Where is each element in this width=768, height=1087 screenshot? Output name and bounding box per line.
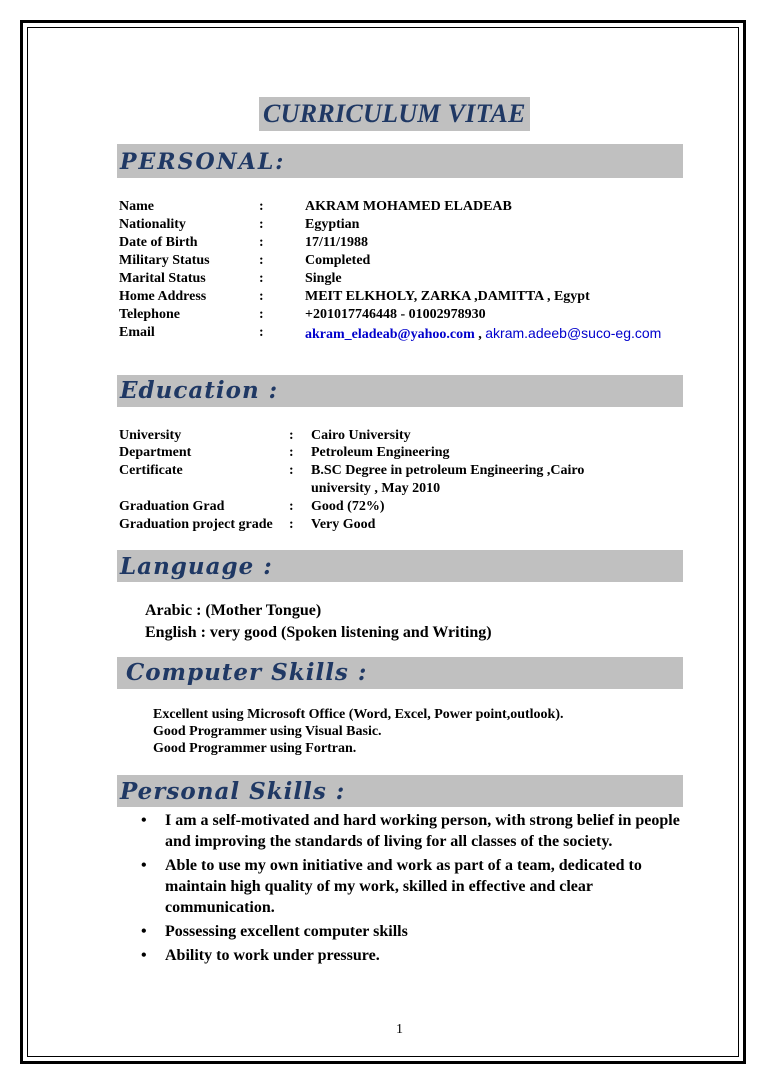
section-heading-education: Education :: [117, 375, 683, 407]
list-item: • Possessing excellent computer skills: [141, 923, 408, 940]
computer-skill-line: Excellent using Microsoft Office (Word, Excel, Power point,outlook).: [153, 707, 564, 722]
language-line: English : very good (Spoken listening and Writing): [145, 624, 492, 641]
page-number: 1: [396, 1022, 403, 1037]
bullet-icon: •: [141, 923, 147, 940]
list-item: • I am a self-motivated and hard working person, with strong belief in people and improving the standards of living for all classes of the society.: [141, 812, 680, 850]
email-link-secondary[interactable]: akram.adeeb@suco-eg.com: [485, 325, 662, 341]
bullet-icon: •: [141, 857, 147, 874]
section-heading-personal: PERSONAL:: [117, 144, 683, 178]
language-line: Arabic : (Mother Tongue): [145, 602, 322, 619]
personal-skills-list: [141, 810, 701, 969]
computer-skill-line: Good Programmer using Visual Basic.: [153, 724, 382, 739]
computer-skill-line: Good Programmer using Fortran.: [153, 741, 357, 756]
bullet-icon: •: [141, 947, 147, 964]
section-heading-language: Language :: [117, 550, 683, 582]
list-item: • Able to use my own initiative and work as part of a team, dedicated to maintain high quality of my work, skilled in effective and clear communication.: [141, 857, 642, 916]
list-item: • Ability to work under pressure.: [141, 947, 380, 964]
section-heading-computer-skills: Computer Skills :: [117, 657, 683, 689]
document-title: CURRICULUM VITAE: [259, 97, 530, 131]
bullet-icon: •: [141, 812, 147, 829]
section-heading-personal-skills: Personal Skills :: [117, 775, 683, 807]
email-link-primary[interactable]: akram_eladeab@yahoo.com: [305, 327, 475, 342]
email-values: akram_eladeab@yahoo.com , akram.adeeb@suco-eg.com: [305, 325, 662, 342]
